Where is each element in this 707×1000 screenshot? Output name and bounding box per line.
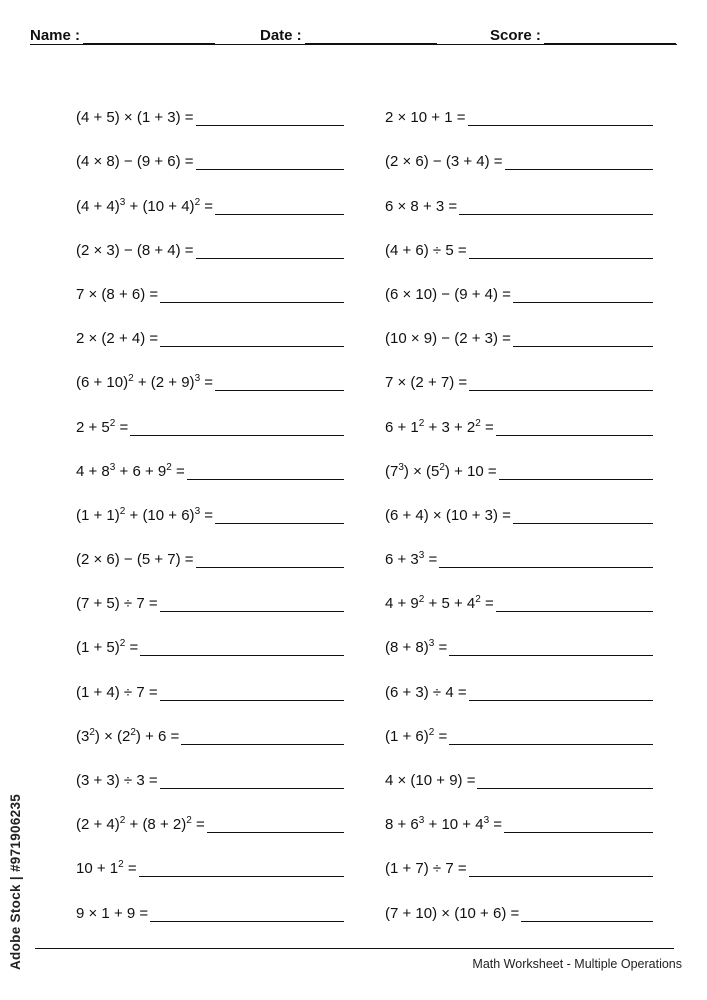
- problem-row: [385, 833, 653, 877]
- exponent: 3: [194, 373, 201, 385]
- answer-blank[interactable]: [469, 858, 653, 877]
- problem-expression: (10 × 9) − (2 + 3) =: [385, 330, 511, 348]
- answer-blank[interactable]: [160, 682, 344, 701]
- problem-expression: 9 × 1 + 9 =: [76, 904, 149, 922]
- problem-row: [76, 789, 344, 833]
- date-label: Date :: [260, 27, 302, 44]
- answer-blank[interactable]: [196, 151, 344, 170]
- problem-expression: (4 + 6) ÷ 5 =: [385, 241, 467, 259]
- problem-row: [385, 347, 653, 391]
- exponent: 3: [428, 638, 435, 650]
- problem-expression: $2 + 5^2$ =: [76, 417, 129, 436]
- problem-expression: 2 × (2 + 4) =: [76, 330, 159, 348]
- answer-blank[interactable]: [504, 814, 653, 833]
- answer-blank[interactable]: [187, 461, 344, 480]
- problem-row: [385, 701, 653, 745]
- problem-expression: (6 + 4) × (10 + 3) =: [385, 506, 511, 524]
- problem-expression: (7 + 5) ÷ 7 =: [76, 595, 158, 613]
- exponent: 2: [194, 196, 201, 208]
- left-problem-column: [76, 82, 344, 922]
- problem-row: [385, 82, 653, 126]
- problem-expression: (2 × 6) − (3 + 4) =: [385, 153, 503, 171]
- exponent: 3: [119, 196, 126, 208]
- exponent: 3: [398, 461, 404, 473]
- header-divider: [30, 44, 677, 45]
- problem-expression: $(4 + 4)^3 + (10 + 4)^2$ =: [76, 196, 214, 215]
- problem-row: [76, 877, 344, 921]
- exponent: 2: [118, 859, 124, 871]
- problem-expression: $4 + 9^2 + 5 + 4^2$ =: [385, 594, 494, 613]
- problem-row: [385, 877, 653, 921]
- name-field: [30, 27, 260, 44]
- answer-blank[interactable]: [160, 770, 344, 789]
- answer-blank[interactable]: [439, 549, 653, 568]
- problem-row: [385, 568, 653, 612]
- exponent: 2: [475, 417, 481, 429]
- date-field: [260, 27, 490, 44]
- name-blank[interactable]: [83, 27, 215, 44]
- problem-row: [385, 436, 653, 480]
- name-label: Name :: [30, 27, 81, 44]
- date-blank[interactable]: [305, 27, 437, 44]
- problem-row: [385, 745, 653, 789]
- exponent: 2: [128, 373, 134, 385]
- score-label: Score :: [490, 27, 541, 44]
- problem-row: [385, 789, 653, 833]
- answer-blank[interactable]: [496, 417, 653, 436]
- answer-blank[interactable]: [469, 240, 653, 259]
- answer-blank[interactable]: [181, 726, 344, 745]
- problem-row: [385, 391, 653, 435]
- problem-row: [76, 215, 344, 259]
- exponent: 2: [109, 417, 116, 429]
- answer-blank[interactable]: [469, 372, 653, 391]
- problem-expression: 7 × (2 + 7) =: [385, 374, 468, 392]
- problem-expression: $(7^3) \times (5^2) + 10$ =: [385, 461, 497, 480]
- exponent: 2: [439, 461, 445, 473]
- problem-row: [385, 524, 653, 568]
- problem-expression: 4 × (10 + 9) =: [385, 772, 476, 789]
- problem-row: [385, 480, 653, 524]
- problem-expression: $4 + 8^3 + 6 + 9^2$ =: [76, 461, 185, 480]
- problem-row: [76, 745, 344, 789]
- answer-blank[interactable]: [521, 903, 653, 922]
- exponent: 3: [109, 461, 116, 473]
- exponent: 3: [194, 505, 201, 517]
- answer-blank[interactable]: [160, 328, 344, 347]
- problem-expression: $10 + 1^2$ =: [76, 859, 137, 878]
- answer-blank[interactable]: [449, 637, 653, 656]
- problem-expression: $(8 + 8)^3$ =: [385, 638, 448, 657]
- problem-expression: $(6 + 10)^2 + (2 + 9)^3$ =: [76, 373, 214, 392]
- problem-expression: 6 × 8 + 3 =: [385, 197, 458, 215]
- problem-row: [76, 701, 344, 745]
- problem-row: [385, 656, 653, 700]
- problem-expression: 7 × (8 + 6) =: [76, 285, 159, 303]
- answer-blank[interactable]: [513, 505, 653, 524]
- footer-divider: [35, 948, 674, 949]
- answer-blank[interactable]: [215, 196, 344, 215]
- problem-row: [385, 215, 653, 259]
- problem-row: [76, 391, 344, 435]
- problem-row: [76, 259, 344, 303]
- problem-row: [76, 656, 344, 700]
- problem-expression: $(2 + 4)^2 + (8 + 2)^2$ =: [76, 815, 205, 834]
- problem-row: [76, 126, 344, 170]
- answer-blank[interactable]: [215, 505, 344, 524]
- problem-expression: (3 + 3) ÷ 3 =: [76, 772, 158, 789]
- answer-blank[interactable]: [459, 196, 653, 215]
- answer-blank[interactable]: [513, 328, 653, 347]
- exponent: 2: [418, 594, 425, 606]
- problem-expression: (4 + 5) × (1 + 3) =: [76, 109, 194, 127]
- exponent: 2: [166, 461, 172, 473]
- exponent: 3: [483, 815, 490, 827]
- answer-blank[interactable]: [477, 770, 653, 789]
- answer-blank[interactable]: [139, 858, 344, 877]
- exponent: 2: [119, 815, 126, 827]
- problem-expression: $(1 + 6)^2$ =: [385, 726, 448, 745]
- problem-expression: (7 + 10) × (10 + 6) =: [385, 904, 520, 922]
- exponent: 2: [119, 638, 126, 650]
- exponent: 2: [475, 594, 481, 606]
- problem-row: [76, 303, 344, 347]
- problem-row: [385, 259, 653, 303]
- problem-expression: $(1 + 1)^2 + (10 + 6)^3$ =: [76, 505, 214, 524]
- exponent: 3: [418, 815, 425, 827]
- problem-row: [385, 170, 653, 214]
- answer-blank[interactable]: [196, 107, 344, 126]
- answer-blank[interactable]: [150, 903, 344, 922]
- answer-blank[interactable]: [469, 682, 653, 701]
- answer-blank[interactable]: [196, 240, 344, 259]
- answer-blank[interactable]: [468, 107, 654, 126]
- problem-row: [76, 82, 344, 126]
- answer-blank[interactable]: [499, 461, 653, 480]
- answer-blank[interactable]: [505, 151, 653, 170]
- problem-row: [76, 480, 344, 524]
- score-blank[interactable]: [544, 27, 676, 44]
- problem-expression: $6 + 3^3$ =: [385, 550, 438, 569]
- exponent: 3: [418, 550, 425, 562]
- exponent: 2: [186, 815, 192, 827]
- problem-expression: (6 + 3) ÷ 4 =: [385, 683, 467, 701]
- problem-expression: $6 + 1^2 + 3 + 2^2$ =: [385, 417, 494, 436]
- exponent: 2: [428, 726, 435, 738]
- exponent: 2: [130, 726, 136, 738]
- problem-row: [76, 568, 344, 612]
- worksheet-header: [30, 22, 676, 44]
- problem-expression: (1 + 4) ÷ 7 =: [76, 683, 158, 701]
- exponent: 2: [418, 417, 425, 429]
- footer-caption: Math Worksheet - Multiple Operations: [472, 957, 682, 971]
- problem-row: [385, 612, 653, 656]
- problem-expression: (1 + 7) ÷ 7 =: [385, 860, 467, 878]
- problem-row: [76, 170, 344, 214]
- problem-row: [76, 524, 344, 568]
- answer-blank[interactable]: [160, 593, 344, 612]
- problem-row: [76, 612, 344, 656]
- exponent: 2: [89, 726, 95, 738]
- answer-blank[interactable]: [496, 593, 653, 612]
- answer-blank[interactable]: [207, 814, 344, 833]
- exponent: 2: [119, 505, 126, 517]
- answer-blank[interactable]: [130, 417, 344, 436]
- score-field: [490, 27, 676, 44]
- problem-expression: 2 × 10 + 1 =: [385, 109, 466, 127]
- problem-expression: $8 + 6^3 + 10 + 4^3$ =: [385, 815, 503, 834]
- problem-expression: (2 × 3) − (8 + 4) =: [76, 241, 194, 259]
- problem-row: [76, 436, 344, 480]
- answer-blank[interactable]: [160, 284, 344, 303]
- problem-expression: $(1 + 5)^2$ =: [76, 638, 139, 657]
- problem-row: [385, 126, 653, 170]
- problem-expression: $(3^2) \times (2^2) + 6$ =: [76, 726, 180, 745]
- problem-expression: (6 × 10) − (9 + 4) =: [385, 285, 511, 303]
- stock-watermark: Adobe Stock | #971906235: [8, 793, 23, 970]
- right-problem-column: [385, 82, 653, 922]
- answer-blank[interactable]: [140, 637, 344, 656]
- problem-row: [385, 303, 653, 347]
- problem-expression: (4 × 8) − (9 + 6) =: [76, 153, 194, 171]
- answer-blank[interactable]: [196, 549, 344, 568]
- answer-blank[interactable]: [215, 372, 344, 391]
- answer-blank[interactable]: [449, 726, 653, 745]
- answer-blank[interactable]: [513, 284, 653, 303]
- problem-row: [76, 833, 344, 877]
- problem-row: [76, 347, 344, 391]
- problem-expression: (2 × 6) − (5 + 7) =: [76, 551, 194, 569]
